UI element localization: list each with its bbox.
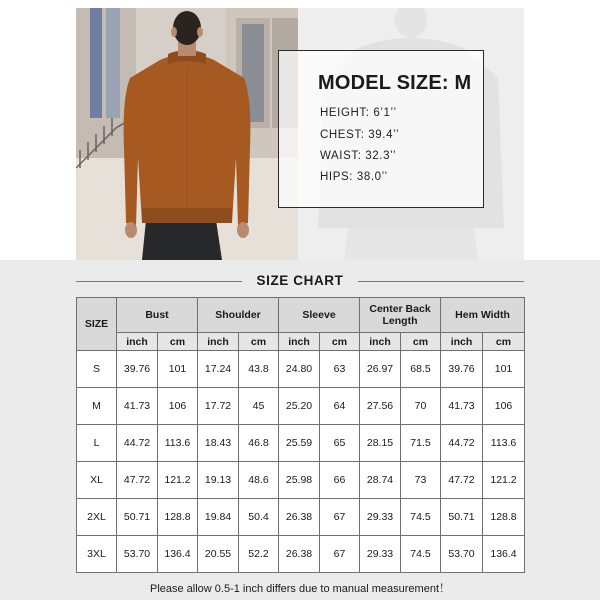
size-chart-heading [76,272,524,292]
measurement-cell: 53.70 [117,536,158,573]
measurement-cell: 24.80 [279,351,320,388]
measurement-cell: 47.72 [441,462,483,499]
measurement-cell: 43.8 [239,351,279,388]
sleeve-cm-header: cm [320,333,360,351]
sleeve-inch-header: inch [279,333,320,351]
center-back-length-inch-header: inch [360,333,401,351]
size-row [77,536,525,573]
measurement-cell: 113.6 [158,425,198,462]
size-label-cell: 2XL [77,499,117,536]
size-chart-title: SIZE CHART [256,273,344,288]
size-row [77,425,525,462]
model-size-title: MODEL SIZE: M [318,72,472,94]
size-row [77,351,525,388]
unit-header-row [77,333,525,351]
size-label-cell: XL [77,462,117,499]
measurement-cell: 74.5 [401,536,441,573]
shoulder-inch-header: inch [198,333,239,351]
size-row [77,499,525,536]
measurement-cell: 101 [158,351,198,388]
sleeve-header: Sleeve [279,298,360,333]
measurement-cell: 26.38 [279,536,320,573]
measurement-cell: 106 [483,388,525,425]
measurement-cell: 25.98 [279,462,320,499]
measurement-cell: 48.6 [239,462,279,499]
measurement-cell: 28.15 [360,425,401,462]
size-rows [77,351,525,573]
measurement-cell: 70 [401,388,441,425]
measurement-cell: 101 [483,351,525,388]
measurement-cell: 20.55 [198,536,239,573]
bust-cm-header: cm [158,333,198,351]
measurement-cell: 128.8 [483,499,525,536]
measurement-cell: 25.59 [279,425,320,462]
measurement-cell: 44.72 [117,425,158,462]
measurement-cell: 113.6 [483,425,525,462]
measurement-cell: 39.76 [117,351,158,388]
size-label-cell: L [77,425,117,462]
bust-inch-header: inch [117,333,158,351]
measurement-cell: 52.2 [239,536,279,573]
measurement-cell: 29.33 [360,499,401,536]
measurement-cell: 136.4 [158,536,198,573]
measurement-cell: 65 [320,425,360,462]
model-chest: CHEST: 39.4’’ [320,129,400,141]
measurement-cell: 66 [320,462,360,499]
measurement-footnote: Please allow 0.5-1 inch differs due to manual measurement！ [149,583,450,595]
hem-width-cm-header: cm [483,333,525,351]
measurement-cell: 68.5 [401,351,441,388]
measurement-cell: 121.2 [483,462,525,499]
measurement-cell: 63 [320,351,360,388]
size-chart-table [76,297,525,573]
measurement-cell: 64 [320,388,360,425]
measurement-cell: 18.43 [198,425,239,462]
measurement-cell: 47.72 [117,462,158,499]
measurement-cell: 44.72 [441,425,483,462]
measurement-cell: 67 [320,536,360,573]
model-height: HEIGHT: 6’1’’ [320,107,397,119]
measurement-cell: 50.71 [441,499,483,536]
measurement-cell: 19.84 [198,499,239,536]
measurement-cell: 71.5 [401,425,441,462]
measurement-cell: 29.33 [360,536,401,573]
measurement-cell: 53.70 [441,536,483,573]
measurement-cell: 25.20 [279,388,320,425]
model-waist: WAIST: 32.3’’ [320,150,397,162]
size-column-header: SIZE [77,298,117,351]
hem-width-header: Hem Width [441,298,525,333]
size-label-cell: 3XL [77,536,117,573]
measurement-cell: 67 [320,499,360,536]
size-label-cell: M [77,388,117,425]
center-back-length-header [360,298,441,333]
measurement-cell: 121.2 [158,462,198,499]
size-label-cell: S [77,351,117,388]
model-back-view-photo [76,8,298,260]
measurement-cell: 39.76 [441,351,483,388]
measurement-cell: 50.71 [117,499,158,536]
measurement-cell: 19.13 [198,462,239,499]
model-hips: HIPS: 38.0’’ [320,171,388,183]
measurement-cell: 17.24 [198,351,239,388]
measurement-cell: 106 [158,388,198,425]
measurement-cell: 136.4 [483,536,525,573]
measurement-cell: 26.38 [279,499,320,536]
measurement-cell: 17.72 [198,388,239,425]
center-back-length-cm-header: cm [401,333,441,351]
measurement-cell: 74.5 [401,499,441,536]
model-back-view-illustration [76,8,298,260]
measurement-cell: 41.73 [117,388,158,425]
measurement-cell: 41.73 [441,388,483,425]
center-back-length-header-line-2: Length [382,315,418,327]
size-row [77,462,525,499]
measurement-cell: 46.8 [239,425,279,462]
measurement-cell: 28.74 [360,462,401,499]
center-back-length-header-line-1: Center Back [369,303,431,315]
measurement-cell: 73 [401,462,441,499]
shoulder-header: Shoulder [198,298,279,333]
size-row [77,388,525,425]
hem-width-inch-header: inch [441,333,483,351]
bust-header: Bust [117,298,198,333]
shoulder-cm-header: cm [239,333,279,351]
measurement-cell: 45 [239,388,279,425]
measurement-cell: 128.8 [158,499,198,536]
measurement-cell: 26.97 [360,351,401,388]
measurement-cell: 50.4 [239,499,279,536]
measurement-cell: 27.56 [360,388,401,425]
